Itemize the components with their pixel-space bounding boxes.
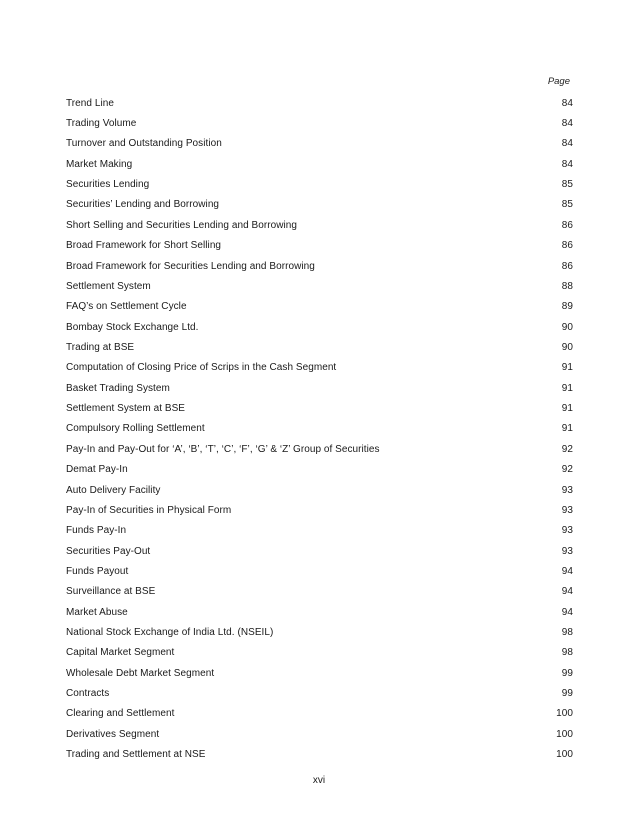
toc-entry (66, 419, 573, 439)
toc-entry-page: 93 (561, 525, 573, 537)
toc-entry-page: 85 (561, 199, 573, 211)
toc-entry (66, 622, 573, 642)
toc-entry-title: Wholesale Debt Market Segment (66, 667, 215, 679)
toc-entry-page: 94 (561, 565, 573, 577)
toc-entry (66, 561, 573, 581)
toc-entry (66, 582, 573, 602)
toc-entry-page: 100 (556, 708, 573, 720)
toc-entry-title: Trading and Settlement at NSE (66, 749, 206, 761)
toc-entry-title: Trend Line (66, 97, 114, 109)
toc-entry-title: Bombay Stock Exchange Ltd. (66, 321, 199, 333)
toc-entry-title: Securities Lending (66, 179, 150, 191)
toc-entry-page: 84 (561, 138, 573, 150)
toc-entry (66, 317, 573, 337)
toc-entry-title: Contracts (66, 688, 110, 700)
toc-entry-title: FAQ’s on Settlement Cycle (66, 301, 187, 313)
toc-entry-title: Pay-In and Pay-Out for ‘A’, ‘B’, ‘T’, ‘C’, ‘F’, ‘G’ & ‘Z’ Group of Securities (66, 443, 380, 455)
toc-entry (66, 724, 573, 744)
toc-entry-title: Trading at BSE (66, 341, 135, 353)
toc-entry-title: Market Making (66, 158, 133, 170)
toc-entry-title: Demat Pay-In (66, 464, 128, 476)
toc-entry-page: 94 (561, 606, 573, 618)
toc-entry (66, 602, 573, 622)
toc-entry-title: Broad Framework for Securities Lending and Borrowing (66, 260, 315, 272)
toc-entry-page: 98 (561, 627, 573, 639)
toc-entry (66, 276, 573, 296)
toc-entry-page: 91 (561, 423, 573, 435)
toc-entry-page: 86 (561, 219, 573, 231)
toc-entry-title: Capital Market Segment (66, 647, 175, 659)
toc-entry (66, 745, 573, 765)
toc-entry-page: 100 (556, 749, 573, 761)
toc-entry (66, 521, 573, 541)
toc-entry-page: 99 (561, 688, 573, 700)
toc-entry-title: Computation of Closing Price of Scrips in the Cash Segment (66, 362, 337, 374)
toc-entry-page: 88 (561, 280, 573, 292)
toc-entry (66, 93, 573, 113)
toc-entry-page: 84 (561, 158, 573, 170)
toc-entry-page: 84 (561, 118, 573, 130)
toc-entry-title: Clearing and Settlement (66, 708, 175, 720)
toc-entry (66, 378, 573, 398)
toc-entry (66, 256, 573, 276)
toc-entry (66, 297, 573, 317)
toc-entry-page: 99 (561, 667, 573, 679)
toc-entry-title: Funds Payout (66, 565, 129, 577)
toc-entry (66, 215, 573, 235)
toc-entry-page: 100 (556, 728, 573, 740)
toc-entry-page: 93 (561, 545, 573, 557)
toc-entry-page: 91 (561, 382, 573, 394)
toc-entry-title: Market Abuse (66, 606, 128, 618)
toc-entry (66, 195, 573, 215)
toc-entry-title: Funds Pay-In (66, 525, 127, 537)
toc-entry (66, 337, 573, 357)
toc-entry-title: Settlement System (66, 280, 151, 292)
toc-entry-page: 93 (561, 504, 573, 516)
toc-entry-title: National Stock Exchange of India Ltd. (NSEIL) (66, 627, 274, 639)
toc-entry (66, 113, 573, 133)
toc-entry-title: Settlement System at BSE (66, 403, 186, 415)
toc-entry-page: 86 (561, 260, 573, 272)
toc-entry (66, 500, 573, 520)
toc-entry-title: Derivatives Segment (66, 728, 160, 740)
toc-entry-title: Securities’ Lending and Borrowing (66, 199, 220, 211)
toc-entry-page: 92 (561, 464, 573, 476)
toc-entry-page: 91 (561, 362, 573, 374)
toc-entry-page: 92 (561, 443, 573, 455)
toc-entry (66, 459, 573, 479)
toc-entry-page: 90 (561, 321, 573, 333)
toc-entry-page: 90 (561, 341, 573, 353)
toc-entry-title: Auto Delivery Facility (66, 484, 161, 496)
toc-entry (66, 358, 573, 378)
toc-entry-title: Surveillance at BSE (66, 586, 156, 598)
toc-entry (66, 480, 573, 500)
page-column-header: Page (547, 76, 570, 87)
toc-entry-page: 91 (561, 403, 573, 415)
toc-entry-page: 84 (561, 97, 573, 109)
toc-entry (66, 683, 573, 703)
toc-entry-title: Securities Pay-Out (66, 545, 151, 557)
toc-entry (66, 439, 573, 459)
toc-entry-page: 89 (561, 301, 573, 313)
toc-entry-page: 85 (561, 179, 573, 191)
toc-entry (66, 134, 573, 154)
page-number: xvi (312, 775, 326, 786)
toc-entry-title: Short Selling and Securities Lending and Borrowing (66, 219, 297, 231)
toc-entry (66, 704, 573, 724)
toc-entry-page: 86 (561, 240, 573, 252)
toc-entry (66, 398, 573, 418)
toc-entry-title: Basket Trading System (66, 382, 170, 394)
toc-entry-title: Trading Volume (66, 118, 137, 130)
table-of-contents (66, 93, 573, 765)
toc-entry-page: 94 (561, 586, 573, 598)
toc-entry (66, 174, 573, 194)
toc-entry-title: Turnover and Outstanding Position (66, 138, 222, 150)
toc-entry-title: Compulsory Rolling Settlement (66, 423, 205, 435)
toc-entry-title: Broad Framework for Short Selling (66, 240, 222, 252)
toc-entry-page: 93 (561, 484, 573, 496)
toc-entry (66, 643, 573, 663)
toc-entry (66, 236, 573, 256)
toc-entry (66, 154, 573, 174)
toc-entry-title: Pay-In of Securities in Physical Form (66, 504, 232, 516)
toc-entry (66, 663, 573, 683)
toc-entry (66, 541, 573, 561)
toc-entry-page: 98 (561, 647, 573, 659)
